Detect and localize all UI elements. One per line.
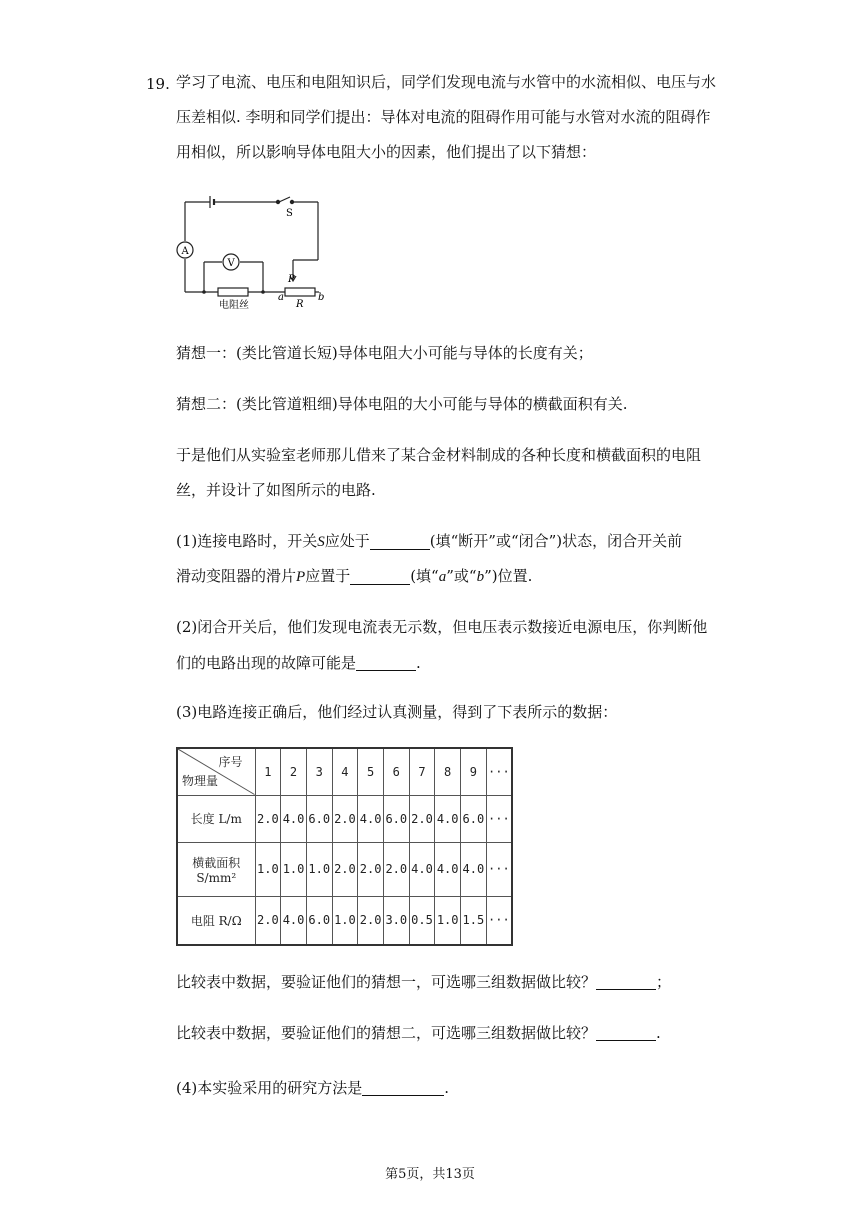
column-header: 6 <box>383 748 409 795</box>
page-footer: 第5页，共13页 <box>385 1167 475 1182</box>
part4-line: (4)本实验采用的研究方法是 . <box>176 1079 450 1097</box>
table-cell: 2.0 <box>332 842 358 896</box>
slider-label: P <box>288 274 295 285</box>
answer-blank-method[interactable] <box>362 1080 444 1096</box>
guess-1: 猜想一：(类比管道长短)导体电阻大小可能与导体的长度有关； <box>176 344 593 362</box>
table-cell: 2.0 <box>409 795 435 842</box>
table-cell: 4.0 <box>435 795 461 842</box>
table-cell: 2.0 <box>383 842 409 896</box>
table-row <box>177 795 512 842</box>
paragraph-line-2: 丝，并设计了如图所示的电路. <box>176 481 376 499</box>
answer-blank-switch-state[interactable] <box>370 534 430 550</box>
data-table <box>176 747 513 946</box>
intro-line-1: 学习了电流、电压和电阻知识后，同学们发现电流与水管中的水流相似、电压与水 <box>176 73 717 91</box>
wire-label: 电阻丝 <box>219 300 249 310</box>
row-label: 横截面积 S/mm² <box>177 842 255 896</box>
row-label: 长度 L/m <box>177 795 255 842</box>
table-cell: 2.0 <box>358 896 384 945</box>
switch-label: S <box>286 208 293 219</box>
column-header: ··· <box>486 748 512 795</box>
column-header: 3 <box>306 748 332 795</box>
part3-line: (3)电路连接正确后，他们经过认真测量，得到了下表所示的数据： <box>176 703 618 721</box>
column-header: 9 <box>461 748 487 795</box>
table-cell: ··· <box>486 795 512 842</box>
column-header: 1 <box>255 748 281 795</box>
column-header: 2 <box>281 748 307 795</box>
part1-line-1: (1)连接电路时，开关S应处于 (填“断开”或“闭合”)状态，闭合开关前 <box>176 532 683 550</box>
table-cell: 2.0 <box>332 795 358 842</box>
table-cell: 4.0 <box>435 842 461 896</box>
table-cell: 0.5 <box>409 896 435 945</box>
rheostat-label: R <box>296 299 304 310</box>
corner-top-label: 序号 <box>218 755 243 769</box>
column-header: 8 <box>435 748 461 795</box>
table-row <box>177 842 512 896</box>
answer-blank-slider-position[interactable] <box>350 569 410 585</box>
table-cell: 6.0 <box>306 896 332 945</box>
voltmeter-label: V <box>227 258 235 269</box>
guess-2: 猜想二：(类比管道粗细)导体电阻的大小可能与导体的横截面积有关. <box>176 395 628 413</box>
question-number: 19. <box>146 75 170 93</box>
table-row <box>177 896 512 945</box>
part2-line-2: 们的电路出现的故障可能是 . <box>176 654 421 672</box>
answer-blank-compare-2[interactable] <box>596 1025 656 1041</box>
intro-line-3: 用相似，所以影响导体电阻大小的因素，他们提出了以下猜想： <box>176 143 597 161</box>
table-cell: 6.0 <box>383 795 409 842</box>
table-cell: 3.0 <box>383 896 409 945</box>
table-cell: 4.0 <box>281 795 307 842</box>
table-cell: ··· <box>486 896 512 945</box>
end-b-label: b <box>318 292 325 303</box>
table-cell: 4.0 <box>409 842 435 896</box>
table-cell: 1.0 <box>255 842 281 896</box>
table-cell: ··· <box>486 842 512 896</box>
part2-line-1: (2)闭合开关后，他们发现电流表无示数，但电压表示数接近电源电压，你判断他 <box>176 618 708 636</box>
table-cell: 4.0 <box>281 896 307 945</box>
table-cell: 6.0 <box>461 795 487 842</box>
table-cell: 2.0 <box>255 795 281 842</box>
answer-blank-fault[interactable] <box>356 655 416 671</box>
paragraph-line-1: 于是他们从实验室老师那儿借来了某合金材料制成的各种长度和横截面积的电阻 <box>176 446 702 464</box>
compare-2-line: 比较表中数据，要验证他们的猜想二，可选哪三组数据做比较？ . <box>176 1024 661 1042</box>
table-cell: 4.0 <box>461 842 487 896</box>
answer-blank-compare-1[interactable] <box>596 974 656 990</box>
circuit-diagram <box>176 190 336 310</box>
table-cell: 4.0 <box>358 795 384 842</box>
table-cell: 1.5 <box>461 896 487 945</box>
compare-1-line: 比较表中数据，要验证他们的猜想一，可选哪三组数据做比较？ ； <box>176 973 672 991</box>
table-cell: 1.0 <box>281 842 307 896</box>
table-cell: 6.0 <box>306 795 332 842</box>
table-cell: 2.0 <box>255 896 281 945</box>
table-cell: 1.0 <box>435 896 461 945</box>
table-corner-cell <box>177 748 255 795</box>
corner-bottom-label: 物理量 <box>182 773 219 788</box>
column-header: 4 <box>332 748 358 795</box>
table-cell: 1.0 <box>306 842 332 896</box>
ammeter-label: A <box>181 246 189 257</box>
row-label: 电阻 R/Ω <box>177 896 255 945</box>
table-cell: 1.0 <box>332 896 358 945</box>
column-header: 5 <box>358 748 384 795</box>
intro-line-2: 压差相似. 李明和同学们提出：导体对电流的阻碍作用可能与水管对水流的阻碍作 <box>176 108 711 126</box>
table-cell: 2.0 <box>358 842 384 896</box>
column-header: 7 <box>409 748 435 795</box>
end-a-label: a <box>278 292 284 303</box>
part1-line-2: 滑动变阻器的滑片P应置于 (填“a”或“b”)位置. <box>176 567 533 585</box>
